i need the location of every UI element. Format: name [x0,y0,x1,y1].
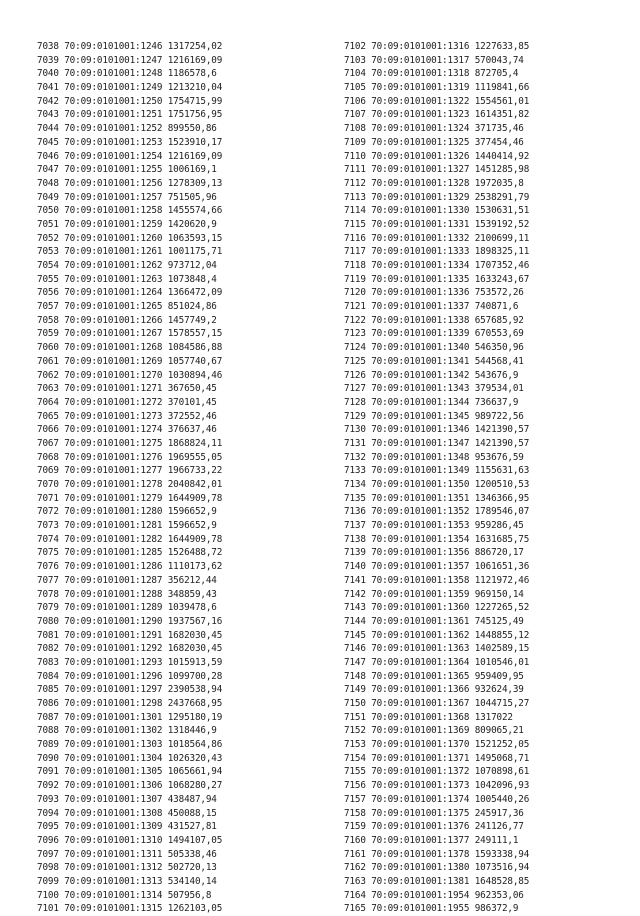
table-row: 7072 70:09:0101001:1280 1596652,9 [37,506,217,518]
table-row: 7042 70:09:0101001:1250 1754715,99 [37,95,223,107]
left-column [37,40,222,916]
table-row: 7109 70:09:0101001:1325 377454,46 [344,136,524,148]
table-row: 7041 70:09:0101001:1249 1213210,04 [37,82,223,94]
table-row: 7069 70:09:0101001:1277 1966733,22 [37,465,223,477]
table-row: 7130 70:09:0101001:1346 1421390,57 [344,424,530,436]
table-row: 7068 70:09:0101001:1276 1969555,05 [37,451,223,463]
table-row: 7094 70:09:0101001:1308 450088,15 [37,807,217,819]
table-row: 7066 70:09:0101001:1274 376637,46 [37,424,217,436]
table-row: 7144 70:09:0101001:1361 745125,49 [344,615,524,627]
table-row: 7145 70:09:0101001:1362 1448855,12 [344,629,530,641]
table-row: 7124 70:09:0101001:1340 546350,96 [344,342,524,354]
table-row: 7155 70:09:0101001:1372 1070898,61 [344,766,530,778]
table-row: 7134 70:09:0101001:1350 1200510,53 [344,479,530,490]
table-row: 7125 70:09:0101001:1341 544568,41 [344,355,524,367]
table-row: 7159 70:09:0101001:1376 241126,77 [344,821,524,833]
table-row: 7080 70:09:0101001:1290 1937567,16 [37,615,223,627]
table-row: 7098 70:09:0101001:1312 502720,13 [37,862,217,874]
table-row: 7110 70:09:0101001:1326 1440414,92 [344,150,530,162]
right-column [344,40,529,916]
table-row: 7083 70:09:0101001:1293 1015913,59 [37,656,223,668]
table-row: 7048 70:09:0101001:1256 1278309,13 [37,177,223,189]
table-row: 7153 70:09:0101001:1370 1521252,05 [344,739,530,751]
table-row: 7131 70:09:0101001:1347 1421390,57 [344,437,530,449]
table-row: 7079 70:09:0101001:1289 1039478,6 [37,602,217,614]
table-row: 7085 70:09:0101001:1297 2390538,94 [37,684,223,696]
table-row: 7040 70:09:0101001:1248 1186578,6 [37,68,217,80]
table-row: 7107 70:09:0101001:1323 1614351,82 [344,109,530,121]
table-row: 7143 70:09:0101001:1360 1227265,52 [344,602,530,614]
table-row: 7055 70:09:0101001:1263 1073848,4 [37,273,217,285]
table-row: 7123 70:09:0101001:1339 670553,69 [344,328,524,340]
table-row: 7113 70:09:0101001:1329 2538291,79 [344,191,530,203]
table-row: 7051 70:09:0101001:1259 1420620,9 [37,218,217,230]
table-row: 7086 70:09:0101001:1298 2437668,95 [37,698,223,709]
table-row: 7073 70:09:0101001:1281 1596652,9 [37,520,217,532]
table-row: 7139 70:09:0101001:1356 886720,17 [344,547,524,559]
table-row: 7060 70:09:0101001:1268 1084586,88 [37,342,223,354]
table-row: 7095 70:09:0101001:1309 431527,81 [37,821,217,833]
table-row: 7058 70:09:0101001:1266 1457749,2 [37,314,217,326]
table-row: 7103 70:09:0101001:1317 570043,74 [344,54,524,66]
table-row: 7093 70:09:0101001:1307 438487,94 [37,793,217,805]
table-row: 7154 70:09:0101001:1371 1495068,71 [344,752,530,764]
table-row: 7100 70:09:0101001:1314 507956,8 [37,889,212,901]
table-row: 7056 70:09:0101001:1264 1366472,09 [37,287,223,299]
table-row: 7063 70:09:0101001:1271 367650,45 [37,383,217,395]
table-row: 7163 70:09:0101001:1381 1648528,85 [344,875,530,887]
table-row: 7120 70:09:0101001:1336 753572,26 [344,287,524,299]
table-row: 7137 70:09:0101001:1353 959286,45 [344,520,524,532]
table-row: 7111 70:09:0101001:1327 1451285,98 [344,164,530,176]
table-row: 7099 70:09:0101001:1313 534140,14 [37,875,217,887]
table-row: 7161 70:09:0101001:1378 1593338,94 [344,848,530,860]
table-row: 7115 70:09:0101001:1331 1539192,52 [344,218,530,230]
table-row: 7160 70:09:0101001:1377 249111,1 [344,834,519,846]
table-row: 7142 70:09:0101001:1359 969150,14 [344,588,524,600]
table-row: 7132 70:09:0101001:1348 953676,59 [344,451,524,463]
table-row: 7070 70:09:0101001:1278 2040842,01 [37,479,223,490]
table-row: 7043 70:09:0101001:1251 1751756,95 [37,109,223,121]
table-row: 7127 70:09:0101001:1343 379534,01 [344,383,524,395]
table-row: 7128 70:09:0101001:1344 736637,9 [344,396,519,408]
table-row: 7136 70:09:0101001:1352 1789546,07 [344,506,530,518]
table-row: 7148 70:09:0101001:1365 959409,95 [344,670,524,682]
table-row: 7129 70:09:0101001:1345 989722,56 [344,410,524,422]
table-row: 7146 70:09:0101001:1363 1402589,15 [344,643,530,655]
table-row: 7039 70:09:0101001:1247 1216169,09 [37,54,223,66]
table-row: 7084 70:09:0101001:1296 1099700,28 [37,670,223,682]
table-row: 7071 70:09:0101001:1279 1644909,78 [37,492,223,504]
table-row: 7121 70:09:0101001:1337 740871,6 [344,301,519,313]
table-row: 7141 70:09:0101001:1358 1121972,46 [344,574,530,586]
table-row: 7075 70:09:0101001:1285 1526488,72 [37,547,223,559]
table-row: 7101 70:09:0101001:1315 1262103,05 [37,903,223,915]
table-row: 7147 70:09:0101001:1364 1010546,01 [344,656,530,668]
table-row: 7164 70:09:0101001:1954 962353,06 [344,889,524,901]
table-row: 7102 70:09:0101001:1316 1227633,85 [344,41,530,52]
table-row: 7077 70:09:0101001:1287 356212,44 [37,574,217,586]
table-row: 7106 70:09:0101001:1322 1554561,01 [344,95,530,107]
table-row: 7059 70:09:0101001:1267 1578557,15 [37,328,223,340]
table-row: 7105 70:09:0101001:1319 1119841,66 [344,82,530,94]
table-row: 7050 70:09:0101001:1258 1455574,66 [37,205,223,217]
table-row: 7067 70:09:0101001:1275 1868824,11 [37,437,223,449]
table-row: 7061 70:09:0101001:1269 1057740,67 [37,355,223,367]
table-row: 7119 70:09:0101001:1335 1633243,67 [344,273,530,285]
table-row: 7162 70:09:0101001:1380 1073516,94 [344,862,530,874]
table-row: 7116 70:09:0101001:1332 2100699,11 [344,232,530,244]
table-row: 7038 70:09:0101001:1246 1317254,02 [37,41,223,52]
table-row: 7104 70:09:0101001:1318 872705,4 [344,68,519,80]
table-row: 7156 70:09:0101001:1373 1042096,93 [344,780,530,792]
table-row: 7118 70:09:0101001:1334 1707352,46 [344,260,530,271]
table-row: 7054 70:09:0101001:1262 973712,04 [37,260,217,271]
table-row: 7151 70:09:0101001:1368 1317022 [344,711,513,723]
table-row: 7122 70:09:0101001:1338 657685,92 [344,314,524,326]
table-row: 7087 70:09:0101001:1301 1295180,19 [37,711,223,723]
table-row: 7062 70:09:0101001:1270 1030894,46 [37,369,223,381]
table-row: 7097 70:09:0101001:1311 505338,46 [37,848,217,860]
table-row: 7092 70:09:0101001:1306 1068280,27 [37,780,223,792]
table-row: 7096 70:09:0101001:1310 1494107,05 [37,834,223,846]
table-row: 7076 70:09:0101001:1286 1110173,62 [37,561,223,573]
table-row: 7046 70:09:0101001:1254 1216169,09 [37,150,223,162]
table-row: 7114 70:09:0101001:1330 1530631,51 [344,205,530,217]
table-row: 7138 70:09:0101001:1354 1631685,75 [344,533,530,545]
table-row: 7081 70:09:0101001:1291 1682030,45 [37,629,223,641]
table-row: 7053 70:09:0101001:1261 1001175,71 [37,246,223,258]
table-row: 7140 70:09:0101001:1357 1061651,36 [344,561,530,573]
table-row: 7047 70:09:0101001:1255 1006169,1 [37,164,217,176]
table-row: 7117 70:09:0101001:1333 1898325,11 [344,246,530,258]
table-row: 7108 70:09:0101001:1324 371735,46 [344,123,524,135]
table-row: 7057 70:09:0101001:1265 851024,86 [37,301,217,313]
table-row: 7091 70:09:0101001:1305 1065661,94 [37,766,223,778]
table-row: 7112 70:09:0101001:1328 1972035,8 [344,177,524,189]
table-row: 7064 70:09:0101001:1272 370101,45 [37,396,217,408]
table-row: 7133 70:09:0101001:1349 1155631,63 [344,465,530,477]
table-row: 7126 70:09:0101001:1342 543676,9 [344,369,519,381]
table-row: 7157 70:09:0101001:1374 1005440,26 [344,793,530,805]
table-row: 7052 70:09:0101001:1260 1063593,15 [37,232,223,244]
table-row: 7089 70:09:0101001:1303 1018564,86 [37,739,223,751]
table-row: 7065 70:09:0101001:1273 372552,46 [37,410,217,422]
table-row: 7165 70:09:0101001:1955 986372,9 [344,903,519,915]
table-row: 7082 70:09:0101001:1292 1682030,45 [37,643,223,655]
table-row: 7152 70:09:0101001:1369 809065,21 [344,725,524,737]
table-row: 7045 70:09:0101001:1253 1523910,17 [37,136,223,148]
table-row: 7074 70:09:0101001:1282 1644909,78 [37,533,223,545]
table-row: 7088 70:09:0101001:1302 1318446,9 [37,725,217,737]
table-row: 7078 70:09:0101001:1288 348859,43 [37,588,217,600]
table-row: 7158 70:09:0101001:1375 245917,36 [344,807,524,819]
table-row: 7049 70:09:0101001:1257 751505,96 [37,191,217,203]
table-row: 7090 70:09:0101001:1304 1026320,43 [37,752,223,764]
table-row: 7150 70:09:0101001:1367 1044715,27 [344,698,530,709]
table-row: 7044 70:09:0101001:1252 899550,86 [37,123,217,135]
table-row: 7135 70:09:0101001:1351 1346366,95 [344,492,530,504]
table-row: 7149 70:09:0101001:1366 932624,39 [344,684,524,696]
